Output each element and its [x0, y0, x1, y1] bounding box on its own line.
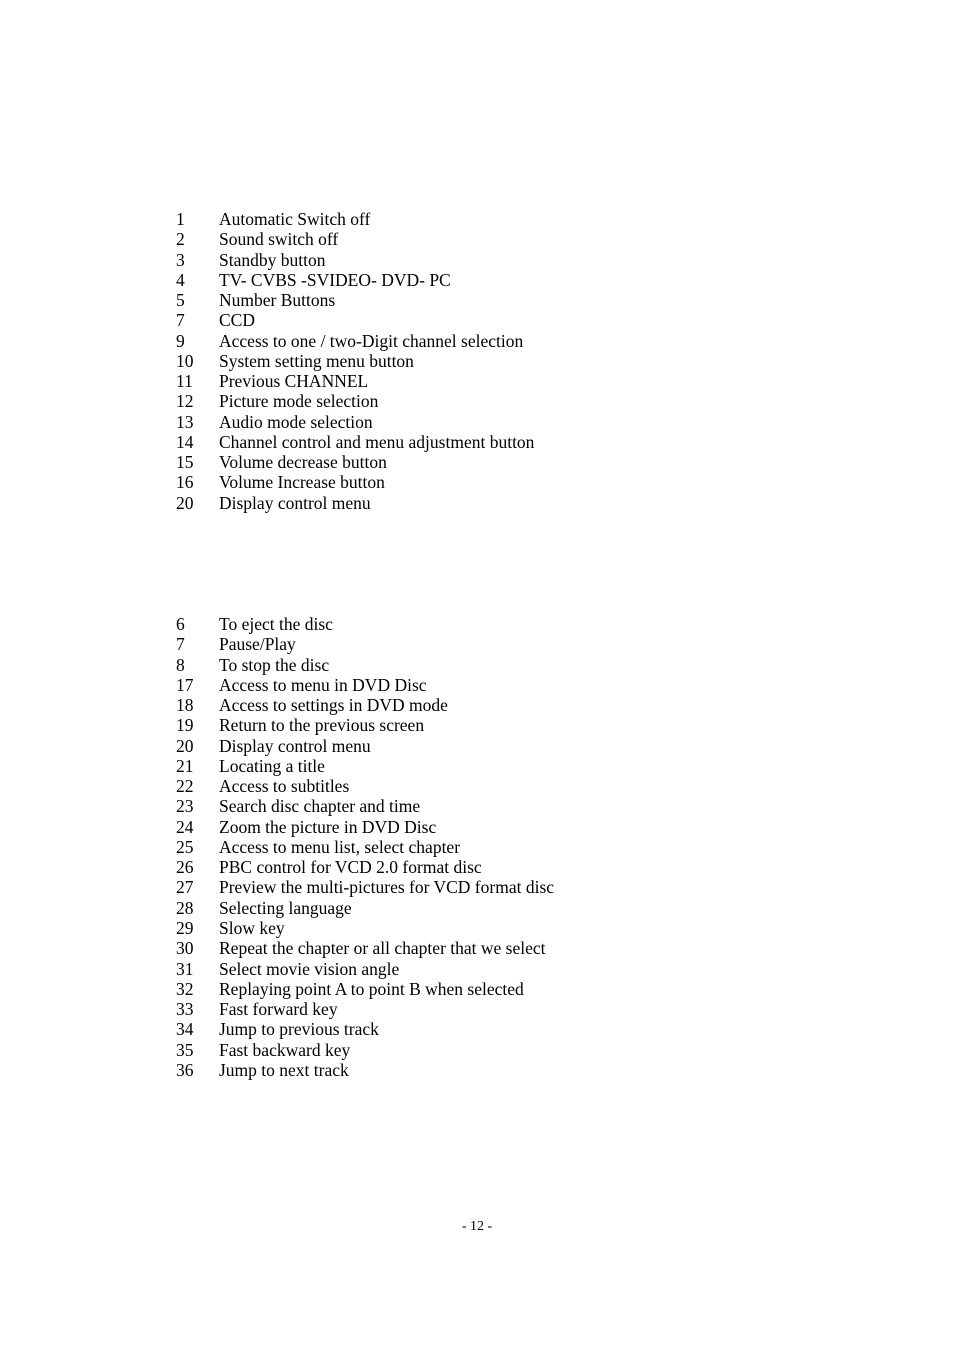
list-item	[176, 715, 554, 735]
list-item	[176, 756, 554, 776]
item-description: Display control menu	[219, 735, 371, 756]
item-number: 24	[176, 816, 194, 837]
item-description: System setting menu button	[219, 350, 414, 371]
list-item	[176, 250, 534, 270]
item-description: Access to menu in DVD Disc	[219, 674, 427, 695]
list-item	[176, 1019, 554, 1039]
list-item	[176, 857, 554, 877]
item-number: 23	[176, 796, 194, 817]
item-number: 1	[176, 209, 185, 229]
item-number: 30	[176, 938, 194, 959]
list-item	[176, 675, 554, 695]
list-item	[176, 331, 534, 351]
item-number: 16	[176, 472, 194, 493]
item-number: 7	[176, 310, 185, 331]
item-description: Access to subtitles	[219, 776, 350, 797]
item-description: Search disc chapter and time	[219, 796, 421, 817]
item-number: 22	[176, 776, 194, 797]
item-number: 12	[176, 391, 194, 412]
item-number: 36	[176, 1059, 194, 1080]
item-description: To stop the disc	[219, 654, 330, 675]
item-description: Access to one / two-Digit channel selection	[219, 330, 524, 351]
list-item	[176, 918, 554, 938]
item-description: Zoom the picture in DVD Disc	[219, 816, 437, 837]
item-number: 6	[176, 614, 185, 634]
list-item	[176, 310, 534, 330]
list-item	[176, 452, 534, 472]
item-description: Fast forward key	[219, 999, 338, 1020]
list-item	[176, 614, 554, 634]
item-description: Sound switch off	[219, 229, 339, 250]
item-number: 9	[176, 330, 185, 351]
item-description: Fast backward key	[219, 1039, 351, 1060]
list-item	[176, 736, 554, 756]
item-number: 14	[176, 431, 194, 452]
list-item	[176, 796, 554, 816]
list-item	[176, 959, 554, 979]
item-number: 5	[176, 290, 185, 311]
list-item	[176, 351, 534, 371]
item-number: 10	[176, 350, 194, 371]
list-item	[176, 229, 534, 249]
list-item	[176, 493, 534, 513]
item-description: Repeat the chapter or all chapter that we select	[219, 938, 546, 959]
item-number: 2	[176, 229, 185, 250]
item-number: 29	[176, 917, 194, 938]
item-description: Pause/Play	[219, 634, 296, 655]
item-description: Locating a title	[219, 755, 325, 776]
list-item	[176, 837, 554, 857]
item-number: 13	[176, 411, 194, 432]
list-item	[176, 776, 554, 796]
item-description: Channel control and menu adjustment button	[219, 431, 535, 452]
item-description: TV- CVBS -SVIDEO- DVD- PC	[219, 269, 451, 290]
item-description: Previous CHANNEL	[219, 371, 369, 392]
item-description: Jump to next track	[219, 1059, 349, 1080]
list-item	[176, 290, 534, 310]
list-item	[176, 938, 554, 958]
item-description: Selecting language	[219, 897, 352, 918]
list-item	[176, 1060, 554, 1080]
item-number: 3	[176, 249, 185, 270]
item-number: 33	[176, 999, 194, 1020]
item-number: 4	[176, 269, 185, 290]
item-description: Number Buttons	[219, 290, 336, 311]
item-number: 28	[176, 897, 194, 918]
tv-function-list	[176, 209, 534, 513]
item-description: Standby button	[219, 249, 326, 270]
list-item	[176, 1040, 554, 1060]
list-item	[176, 999, 554, 1019]
item-description: Volume Increase button	[219, 472, 385, 493]
item-description: Access to settings in DVD mode	[219, 695, 448, 716]
item-description: Replaying point A to point B when selected	[219, 978, 524, 999]
item-description: Select movie vision angle	[219, 958, 400, 979]
item-number: 8	[176, 654, 185, 675]
item-number: 19	[176, 715, 194, 736]
list-item	[176, 432, 534, 452]
item-description: Picture mode selection	[219, 391, 379, 412]
page-number: - 12 -	[461, 1219, 493, 1234]
item-description: CCD	[219, 310, 255, 331]
list-item	[176, 412, 534, 432]
list-item	[176, 270, 534, 290]
item-number: 7	[176, 634, 185, 655]
item-number: 21	[176, 755, 194, 776]
item-number: 20	[176, 492, 194, 513]
item-description: Access to menu list, select chapter	[219, 836, 461, 857]
item-description: Audio mode selection	[219, 411, 373, 432]
list-item	[176, 634, 554, 654]
list-item	[176, 817, 554, 837]
item-number: 20	[176, 735, 194, 756]
item-description: PBC control for VCD 2.0 format disc	[219, 857, 482, 878]
list-item	[176, 695, 554, 715]
item-number: 15	[176, 452, 194, 473]
list-item	[176, 877, 554, 897]
item-number: 18	[176, 695, 194, 716]
item-number: 35	[176, 1039, 194, 1060]
item-number: 11	[176, 371, 193, 392]
item-description: Return to the previous screen	[219, 715, 425, 736]
item-description: To eject the disc	[219, 614, 333, 634]
list-item	[176, 472, 534, 492]
item-description: Volume decrease button	[219, 452, 387, 473]
item-description: Display control menu	[219, 492, 371, 513]
item-number: 17	[176, 674, 194, 695]
list-item	[176, 209, 534, 229]
item-description: Preview the multi-pictures for VCD format disc	[219, 877, 555, 898]
item-number: 34	[176, 1019, 194, 1040]
item-number: 32	[176, 978, 194, 999]
item-number: 31	[176, 958, 194, 979]
list-item	[176, 371, 534, 391]
list-item	[176, 391, 534, 411]
item-description: Automatic Switch off	[219, 209, 371, 229]
dvd-function-list	[176, 614, 554, 1080]
list-item	[176, 898, 554, 918]
item-description: Jump to previous track	[219, 1019, 379, 1040]
item-number: 27	[176, 877, 194, 898]
item-description: Slow key	[219, 917, 285, 938]
item-number: 26	[176, 857, 194, 878]
list-item	[176, 655, 554, 675]
item-number: 25	[176, 836, 194, 857]
list-item	[176, 979, 554, 999]
